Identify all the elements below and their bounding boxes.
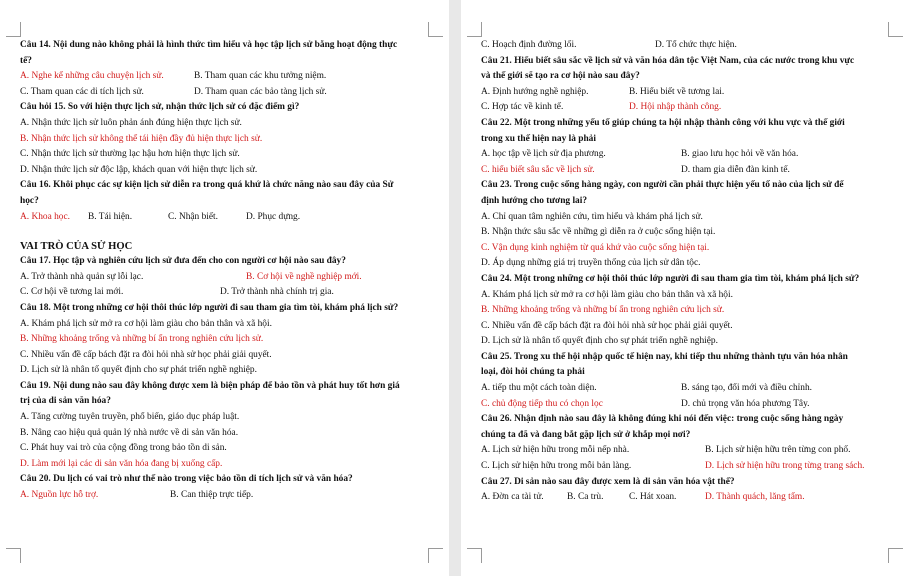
answer-option: A. Khám phá lịch sử mở ra cơ hội làm giàu cho bản thân và xã hội. (481, 289, 733, 300)
corner-mark-top-right (428, 22, 443, 37)
answer-option: B. Can thiệp trực tiếp. (170, 490, 254, 501)
correct-answer-option: B. Nhận thức lịch sử không thể tái hiện đầy đủ hiện thực lịch sử. (20, 133, 263, 144)
corner-mark-top-right (888, 22, 903, 37)
answer-option: C. Hoạch định đường lối. (481, 40, 577, 50)
answer-options-row (20, 85, 429, 101)
correct-answer-option: B. Những khoảng trống và những bí ẩn trong nghiên cứu lịch sử. (20, 334, 264, 345)
answer-option: D. chủ trọng văn hóa phương Tây. (681, 398, 810, 409)
answer-option: C. Hợp tác về kinh tế. (481, 102, 564, 113)
answer-option: D. Lịch sử là nhân tố quyết định cho sự phát triển nghề nghiệp. (20, 365, 257, 376)
question-text: Câu 26. Nhận định nào sau đây là không đúng khi nói đến việc: trong cuộc sống hàng ngày (481, 414, 844, 425)
answer-options-row (20, 270, 429, 286)
answer-options-row (481, 381, 889, 397)
correct-answer-option: B. Những khoảng trống và những bí ẩn trong nghiên cứu lịch sử. (481, 305, 725, 316)
answer-options-row (481, 85, 889, 101)
answer-option: B. sáng tạo, đổi mới và điều chỉnh. (681, 383, 812, 394)
correct-answer-option: D. Thành quách, lăng tẩm. (705, 492, 805, 503)
answer-option: C. Hát xoan. (629, 492, 677, 503)
question-text: Câu 19. Nội dung nào sau đây không được xem là biện pháp để bảo tồn và phát huy tốt hơn giá (20, 380, 400, 391)
answer-option: C. Cơ hội về tương lai mới. (20, 287, 124, 298)
answer-options-row (481, 490, 889, 506)
answer-option: B. Lịch sử hiện hữu trên từng con phố. (705, 445, 851, 456)
corner-mark-bottom-left (467, 548, 482, 563)
answer-options-row (20, 488, 429, 504)
question-text: Câu 22. Một trong những yếu tố giúp chúng ta hội nhập thành công với khu vực và thế giới (481, 117, 845, 128)
answer-option: B. Hiểu biết về tương lai. (629, 86, 725, 97)
answer-options-row (20, 210, 429, 226)
answer-options-row (481, 443, 889, 459)
answer-option: D. tham gia diễn đàn kinh tế. (681, 164, 790, 175)
answer-options-row (481, 100, 889, 116)
page-text-right (481, 38, 889, 506)
question-text: và thế giới sẽ tạo ra cơ hội nào sau đây? (481, 71, 640, 82)
question-text: chúng ta đã và đang bắt gặp lịch sử ở khắp mọi nơi? (481, 429, 691, 440)
question-text: Câu 23. Trong cuộc sống hàng ngày, con người cần phải thực hiện yếu tố nào của lịch sử để (481, 180, 844, 191)
document-page-right (461, 0, 909, 576)
question-text: trong xu thế hiện nay là phải (481, 133, 596, 144)
answer-options-row (481, 459, 889, 475)
correct-answer-option: A. Nghe kể những câu chuyện lịch sử. (20, 71, 164, 82)
correct-answer-option: B. Cơ hội về nghề nghiệp mới. (246, 271, 362, 282)
answer-option: D. Tổ chức thực hiện. (655, 40, 737, 50)
question-text: Câu 20. Du lịch có vai trò như thế nào trong việc bảo tồn di tích lịch sử và văn hóa? (20, 474, 353, 485)
answer-option: D. Lịch sử là nhân tố quyết định cho sự phát triển nghề nghiệp. (481, 336, 718, 347)
question-text: Câu 18. Một trong những cơ hội thôi thúc lớp người đi sau tham gia tìm tòi, khám phá lịch sử? (20, 302, 399, 313)
answer-option: D. Trở thành nhà chính trị gia. (220, 287, 334, 298)
answer-options-row (481, 397, 889, 413)
correct-answer-option: C. chủ động tiếp thu có chọn lọc (481, 398, 603, 409)
answer-option: B. Tham quan các khu tưởng niệm. (194, 71, 327, 82)
question-text: trị của di sản văn hóa? (20, 396, 111, 407)
answer-option: B. Nhận thức sâu sắc về những gì diễn ra ở cuộc sống hiện tại. (481, 227, 716, 238)
answer-option: C. Nhiều vấn đề cấp bách đặt ra đòi hỏi nhà sử học phải giải quyết. (20, 349, 272, 360)
answer-options-row (20, 285, 429, 301)
answer-option: D. Nhận thức lịch sử độc lập, khách quan với hiện thực lịch sử. (20, 164, 258, 175)
correct-answer-option: D. Hội nhập thành công. (629, 102, 722, 113)
section-heading: VAI TRÒ CỦA SỬ HỌC (20, 241, 133, 253)
answer-option: A. học tập về lịch sử địa phương. (481, 149, 606, 160)
corner-mark-bottom-left (6, 548, 21, 563)
answer-option: B. Ca trù. (567, 492, 604, 503)
question-text: Câu 25. Trong xu thế hội nhập quốc tế hiện nay, khi tiếp thu những thành tựu văn hóa nhân (481, 351, 848, 362)
question-text: Câu hỏi 15. So với hiện thực lịch sử, nhận thức lịch sử có đặc điểm gì? (20, 102, 300, 113)
correct-answer-option: D. Làm mới lại các di sản văn hóa đang bị xuống cấp. (20, 458, 223, 469)
answer-option: A. Đờn ca tài tử. (481, 492, 544, 503)
answer-option: C. Nhận biết. (168, 211, 218, 222)
question-text: loại, đòi hỏi chúng ta phải (481, 367, 585, 378)
answer-options-row (481, 38, 889, 54)
correct-answer-option: A. Nguồn lực hỗ trợ. (20, 490, 99, 501)
correct-answer-option: D. Lịch sử hiện hữu trong từng trang sách. (705, 461, 865, 472)
answer-option: A. tiếp thu một cách toàn diện. (481, 383, 597, 394)
answer-option: A. Tăng cường tuyên truyền, phổ biến, giáo dục pháp luật. (20, 412, 240, 423)
question-text: tế? (20, 55, 32, 66)
document-page-left (0, 0, 449, 576)
question-text: học? (20, 195, 39, 206)
answer-option: B. giao lưu học hỏi về văn hóa. (681, 149, 799, 160)
answer-option: A. Chỉ quan tâm nghiên cứu, tìm hiểu và khám phá lịch sử. (481, 211, 703, 222)
question-text: Câu 24. Một trong những cơ hội thôi thúc lớp người đi sau tham gia tìm tòi, khám phá lịch sử? (481, 273, 860, 284)
correct-answer-option: A. Khoa học. (20, 211, 70, 222)
question-text: Câu 14. Nội dung nào không phải là hình thức tìm hiểu và học tập lịch sử bằng hoạt động thực (20, 40, 398, 50)
answer-option: B. Tái hiện. (88, 211, 133, 222)
question-text: Câu 16. Khôi phục các sự kiện lịch sử diễn ra trong quá khứ là chức năng nào sau đây của Sử (20, 180, 394, 191)
corner-mark-bottom-right (428, 548, 443, 563)
answer-option: D. Tham quan các bảo tàng lịch sử. (194, 86, 327, 97)
page-text-left (20, 38, 429, 504)
answer-option: C. Lịch sử hiện hữu trong mỗi bản làng. (481, 461, 632, 472)
correct-answer-option: C. hiểu biết sâu sắc về lịch sử. (481, 164, 595, 175)
answer-options-row (481, 147, 889, 163)
answer-option: C. Phát huy vai trò của cộng đồng trong bảo tồn di sản. (20, 443, 227, 454)
answer-option: A. Trở thành nhà quản sự lỗi lạc. (20, 271, 144, 282)
answer-option: C. Tham quan các di tích lịch sử. (20, 86, 144, 97)
corner-mark-top-left (6, 22, 21, 37)
corner-mark-bottom-right (888, 548, 903, 563)
question-text: Câu 21. Hiểu biết sâu sắc về lịch sử và văn hóa dân tộc Việt Nam, của các nước trong khu vực (481, 55, 855, 66)
answer-options-row (20, 69, 429, 85)
correct-answer-option: C. Vận dụng kinh nghiệm từ quá khứ vào cuộc sống hiện tại. (481, 242, 710, 253)
question-text: định hướng cho tương lai? (481, 195, 588, 206)
corner-mark-top-left (467, 22, 482, 37)
answer-option: C. Nhận thức lịch sử thường lạc hậu hơn hiện thực lịch sử. (20, 149, 240, 160)
answer-option: A. Nhận thức lịch sử luôn phản ánh đúng hiện thực lịch sử. (20, 117, 242, 128)
answer-option: A. Định hướng nghề nghiệp. (481, 86, 589, 97)
question-text: Câu 17. Học tập và nghiên cứu lịch sử đưa đến cho con người cơ hội nào sau đây? (20, 256, 346, 267)
question-text: Câu 27. Di sản nào sau đây được xem là di sản văn hóa vật thể? (481, 476, 735, 487)
answer-options-row (481, 163, 889, 179)
answer-option: D. Phục dựng. (246, 211, 301, 222)
answer-option: A. Lịch sử hiện hữu trong mỗi nếp nhà. (481, 445, 630, 456)
answer-option: C. Nhiều vấn đề cấp bách đặt ra đòi hỏi nhà sử học phải giải quyết. (481, 320, 733, 331)
answer-option: D. Áp dụng những giá trị truyền thống của lịch sử dân tộc. (481, 258, 701, 269)
answer-option: B. Nâng cao hiệu quả quản lý nhà nước về di sản văn hóa. (20, 427, 239, 438)
answer-option: A. Khám phá lịch sử mở ra cơ hội làm giàu cho bản thân và xã hội. (20, 318, 272, 329)
